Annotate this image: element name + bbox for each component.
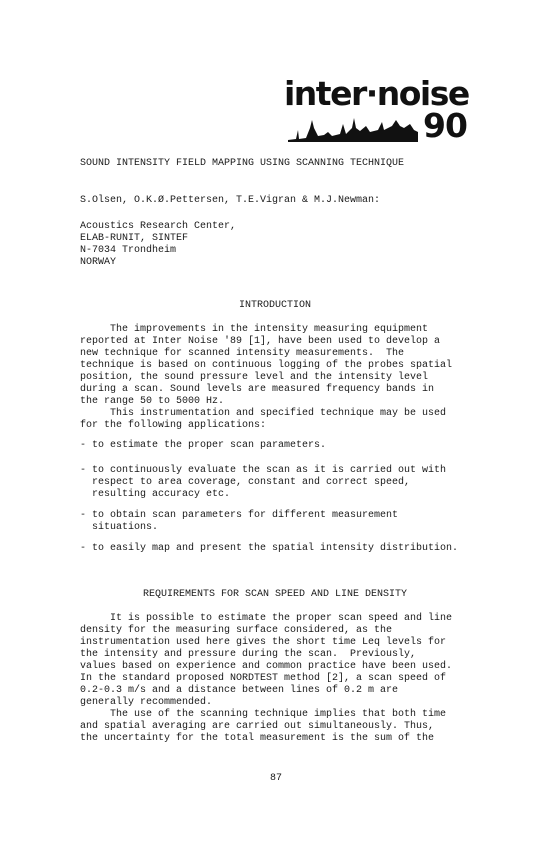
text-line: technique is based on continuous logging of the probes spatial <box>80 360 453 371</box>
logo-wordmark: inter·noise <box>284 74 469 113</box>
text-line: The improvements in the intensity measuring equipment <box>80 324 429 335</box>
page-number: 87 <box>269 773 282 784</box>
section-heading-requirements: REQUIREMENTS FOR SCAN SPEED AND LINE DENSITY <box>142 589 408 600</box>
text-line: It is possible to estimate the proper scan speed and line <box>80 613 453 624</box>
list-item-continued: respect to area coverage, constant and correct speed, <box>80 477 411 488</box>
text-line: position, the sound pressure level and the intensity level <box>80 372 429 383</box>
text-line: new technique for scanned intensity measurements. The <box>80 348 405 359</box>
logo-year: 90 <box>423 106 467 145</box>
affiliation-line: N-7034 Trondheim <box>80 245 177 256</box>
list-item-continued: resulting accuracy etc. <box>80 489 231 500</box>
text-line: the uncertainty for the total measurement is the sum of the <box>80 733 435 744</box>
city-skyline-icon <box>288 116 418 142</box>
list-item: - to estimate the proper scan parameters. <box>80 440 327 451</box>
paper-title: SOUND INTENSITY FIELD MAPPING USING SCANNING TECHNIQUE <box>80 158 405 169</box>
text-line: the range 50 to 5000 Hz. <box>80 396 225 407</box>
section-heading-introduction: INTRODUCTION <box>238 300 311 311</box>
list-item: - to obtain scan parameters for different measurement <box>80 510 399 521</box>
text-line: for the following applications: <box>80 420 267 431</box>
list-item: - to easily map and present the spatial intensity distribution. <box>80 543 459 554</box>
text-line: In the standard proposed NORDTEST method [2], a scan speed of <box>80 673 447 684</box>
affiliation-line: NORWAY <box>80 257 117 268</box>
list-item-continued: situations. <box>80 522 159 533</box>
conference-logo <box>278 74 478 145</box>
text-line: the intensity and pressure during the scan. Previously, <box>80 649 417 660</box>
affiliation-line: ELAB-RUNIT, SINTEF <box>80 233 189 244</box>
list-item: - to continuously evaluate the scan as it is carried out with <box>80 465 447 476</box>
text-line: generally recommended. <box>80 697 213 708</box>
authors: S.Olsen, O.K.Ø.Pettersen, T.E.Vigran & M.J.Newman: <box>80 195 381 206</box>
text-line: values based on experience and common practice have been used. <box>80 661 453 672</box>
text-line: during a scan. Sound levels are measured frequency bands in <box>80 384 435 395</box>
text-line: and spatial averaging are carried out simultaneously. Thus, <box>80 721 435 732</box>
text-line: 0.2-0.3 m/s and a distance between lines of 0.2 m are <box>80 685 399 696</box>
text-line: This instrumentation and specified technique may be used <box>80 408 447 419</box>
text-line: reported at Inter Noise '89 [1], have been used to develop a <box>80 336 441 347</box>
text-line: instrumentation used here gives the short time Leq levels for <box>80 637 447 648</box>
text-line: The use of the scanning technique implies that both time <box>80 709 447 720</box>
text-line: density for the measuring surface considered, as the <box>80 625 393 636</box>
affiliation-line: Acoustics Research Center, <box>80 221 237 232</box>
